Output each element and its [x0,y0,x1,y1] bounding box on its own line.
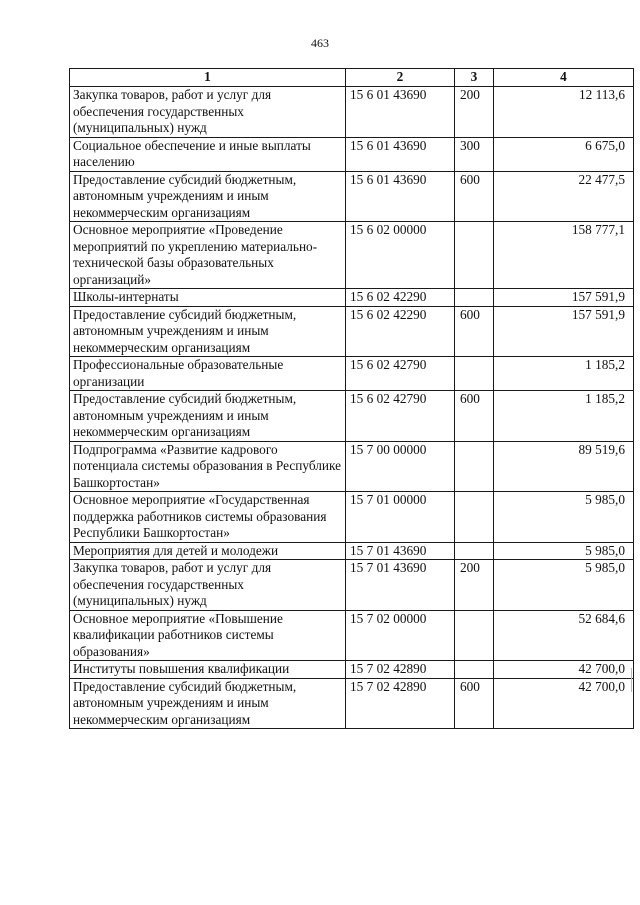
table-row [70,661,634,679]
row-code: 15 6 02 42290 [346,289,455,307]
row-amount: 22 477,5 [494,171,634,222]
row-type [455,357,494,391]
row-code: 15 7 01 43690 [346,560,455,611]
row-code: 15 6 01 43690 [346,87,455,138]
row-type [455,441,494,492]
row-name: Школы-интернаты [70,289,346,307]
table-body [70,87,634,729]
table-row [70,171,634,222]
row-name: Институты повышения квалификации [70,661,346,679]
table-row [70,441,634,492]
row-amount: 157 591,9 [494,289,634,307]
table-row [70,560,634,611]
row-type [455,222,494,289]
row-code: 15 6 02 42790 [346,357,455,391]
row-type: 600 [455,171,494,222]
row-amount: 42 700,0 [494,661,634,679]
row-code: 15 7 01 00000 [346,492,455,543]
table-row [70,610,634,661]
table-row [70,357,634,391]
row-name: Основное мероприятие «Государственная поддержка работников системы образования Республики Башкортостан» [70,492,346,543]
row-type [455,289,494,307]
row-name: Предоставление субсидий бюджетным, автономным учреждениям и иным некоммерческим организациям [70,678,346,729]
budget-table [69,68,634,729]
header-col-3: 3 [455,69,494,87]
row-amount: 157 591,9 [494,306,634,357]
row-amount: 6 675,0 [494,137,634,171]
table-row [70,306,634,357]
row-type [455,542,494,560]
row-amount: 42 700,0 [494,678,634,729]
row-amount: 52 684,6 [494,610,634,661]
row-code: 15 7 01 43690 [346,542,455,560]
row-amount: 5 985,0 [494,542,634,560]
row-amount: 5 985,0 [494,492,634,543]
row-amount: 5 985,0 [494,560,634,611]
table-header [70,69,634,87]
table-row [70,492,634,543]
header-row [70,69,634,87]
row-type: 200 [455,87,494,138]
row-name: Основное мероприятие «Проведение мероприятий по укреплению материально-технической базы образовательных организаций» [70,222,346,289]
row-name: Мероприятия для детей и молодежи [70,542,346,560]
row-name: Социальное обеспечение и иные выплаты населению [70,137,346,171]
row-code: 15 6 02 42790 [346,391,455,442]
row-name: Закупка товаров, работ и услуг для обеспечения государственных (муниципальных) нужд [70,560,346,611]
table-row [70,542,634,560]
row-type: 200 [455,560,494,611]
row-type: 600 [455,678,494,729]
row-code: 15 7 00 00000 [346,441,455,492]
header-col-1: 1 [70,69,346,87]
margin-scan-mark [631,668,632,692]
row-name: Подпрограмма «Развитие кадрового потенциала системы образования в Республике Башкортостан» [70,441,346,492]
header-col-2: 2 [346,69,455,87]
row-name: Основное мероприятие «Повышение квалификации работников системы образования» [70,610,346,661]
row-type: 600 [455,391,494,442]
row-type: 300 [455,137,494,171]
table-row [70,87,634,138]
header-col-4: 4 [494,69,634,87]
row-amount: 158 777,1 [494,222,634,289]
row-amount: 1 185,2 [494,391,634,442]
row-amount: 12 113,6 [494,87,634,138]
row-code: 15 7 02 42890 [346,678,455,729]
page-number: 463 [311,36,329,50]
row-type [455,492,494,543]
row-type: 600 [455,306,494,357]
row-code: 15 7 02 00000 [346,610,455,661]
table-row [70,137,634,171]
table-row [70,391,634,442]
row-code: 15 6 02 00000 [346,222,455,289]
row-name: Предоставление субсидий бюджетным, автономным учреждениям и иным некоммерческим организациям [70,306,346,357]
row-name: Предоставление субсидий бюджетным, автономным учреждениям и иным некоммерческим организациям [70,171,346,222]
row-type [455,610,494,661]
row-code: 15 6 01 43690 [346,137,455,171]
row-name: Предоставление субсидий бюджетным, автономным учреждениям и иным некоммерческим организациям [70,391,346,442]
table-row [70,222,634,289]
row-amount: 1 185,2 [494,357,634,391]
row-code: 15 6 02 42290 [346,306,455,357]
table-row [70,678,634,729]
row-code: 15 6 01 43690 [346,171,455,222]
row-name: Профессиональные образовательные организации [70,357,346,391]
row-name: Закупка товаров, работ и услуг для обеспечения государственных (муниципальных) нужд [70,87,346,138]
row-type [455,661,494,679]
row-code: 15 7 02 42890 [346,661,455,679]
row-amount: 89 519,6 [494,441,634,492]
table-row [70,289,634,307]
